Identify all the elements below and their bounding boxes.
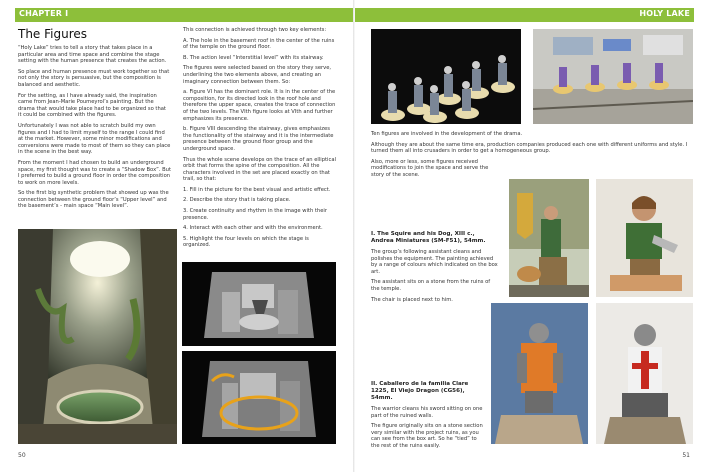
- paragraph: Although they are about the same time era, production companies produced each one with different uniforms and style. I turned them all into crusaders in order to get a homogeneous group.: [371, 141, 688, 155]
- paragraph: b. Figure VIII descending the stairway, gives emphasizes the functionality of the stairway and it is the intermediate presence between the ground floor group and the underground space.: [183, 126, 334, 152]
- paragraph: A. The hole in the basement roof in the center of the ruins of the temple on the ground floor.: [183, 37, 335, 51]
- paragraph: The figures were selected based on the story they serve, underlining the two elements above, and creating an imaginary connection between them. So:: [183, 65, 332, 85]
- paragraph: From the moment I had chosen to build an underground space, my first thought was to create a “Shadow Box”. But I preferred to build a ground floor in order the composition to work on more levels.: [18, 159, 172, 186]
- paragraph: “Holy Lake” tries to tell a story that takes place in a particular area and time space and combine the stage setting with the human presence that creates the action.: [18, 45, 167, 65]
- paragraph: 5. Highlight the four levels on which the stage is organized.: [183, 235, 309, 249]
- left-column-text: [18, 45, 171, 214]
- figure-2-title: II. Caballero de la familia Clare 1225, El Viejo Dragon (CG56), 54mm.: [371, 381, 469, 401]
- paragraph: a. Figure VI has the dominant role. It is in the center of the composition, for its directed look in the roof hole and therefore the upper space, creates the trace of connection of the two levels. The VIth figure looks at VIth and further emphasizes its presence.: [183, 89, 336, 122]
- knight-sitting-photo: [491, 303, 588, 444]
- painting-workbench-photo: [533, 29, 693, 124]
- figure-1-caption: [371, 231, 499, 307]
- diorama-photo: [18, 229, 177, 444]
- chapter-label: CHAPTER I: [19, 9, 69, 18]
- paragraph: So the first big synthetic problem that showed up was the connection between the ground floor’s “Upper level” and the basement’s - main space “Main level”.: [18, 190, 169, 210]
- paragraph: Ten figures are involved in the development of the drama.: [371, 131, 523, 137]
- paragraph: For the setting, as I have already said, the inspiration came from Jean-Marie Poumeyrol’s painting. But the drama that would take place had to be organized so that it could be combined with the figures.: [18, 92, 166, 119]
- paragraph: So place and human presence must work together so that not only the story is persuasive, but the composition is balanced and aesthetic.: [18, 68, 170, 88]
- paragraph: This connection is achieved through two key elements:: [183, 27, 327, 33]
- paragraph: 3. Create continuity and rhythm in the image with their presence.: [183, 208, 327, 221]
- paragraph: The figure originally sits on a stone section very similar with the project ruins, as you can see from the box art. So he “tied” to the rest of the ruins easily.: [371, 423, 483, 449]
- paragraph: Unfortunately I was not able to scratch build my own figures and I had to limit myself to the range I could find at the market. However, some minor modifications and conversions were made to most of them so they can place in the scene in the best way.: [18, 122, 171, 156]
- page-number: 50: [18, 452, 26, 459]
- left-page: [0, 0, 354, 472]
- paragraph: Thus the whole scene develops on the trace of an elliptical orbit that forms the spine of the composition. All the characters involved in the set are placed exactly on that trail, so that:: [183, 156, 336, 183]
- figure-1-title: I. The Squire and his Dog, XIII c., Andrea Miniatures (SM-F51), 54mm.: [371, 231, 486, 244]
- figure-2-caption: [371, 381, 485, 454]
- page-number: 51: [682, 452, 690, 459]
- squire-closeup-photo: [596, 179, 693, 297]
- right-column-text: [183, 27, 336, 253]
- paragraph: 1. Fill in the picture for the best visual and artistic effect.: [183, 186, 331, 193]
- squire-and-dog-photo: [509, 179, 589, 297]
- page-title: The Figures: [18, 27, 88, 41]
- paragraph: Also, more or less, some figures received modifications to join the space and serve the story of the scene.: [371, 158, 489, 178]
- right-page: [355, 0, 709, 472]
- chapter-label: HOLY LAKE: [639, 9, 690, 18]
- paragraph: The group’s following assistant cleans and polishes the equipment. The painting achieved by a range of colours which indicated on the box art.: [371, 249, 498, 275]
- paragraph: The chair is placed next to him.: [371, 296, 453, 303]
- paragraph: The warrior cleans his sword sitting on one part of the ruined walls.: [371, 406, 483, 419]
- intro-text: [371, 131, 693, 183]
- schematic-diagram-lower: [182, 351, 336, 444]
- schematic-diagram-upper: [182, 262, 336, 346]
- paragraph: 2. Describe the story that is taking place.: [183, 197, 291, 204]
- figures-on-bases-photo: [371, 29, 521, 124]
- paragraph: 4. Interact with each other and with the environment.: [183, 225, 323, 232]
- knight-closeup-photo: [596, 303, 693, 444]
- paragraph: B. The action level “Interstitial level” with its stairway.: [183, 54, 324, 61]
- paragraph: The assistant sits on a stone from the ruins of the temple.: [371, 279, 491, 292]
